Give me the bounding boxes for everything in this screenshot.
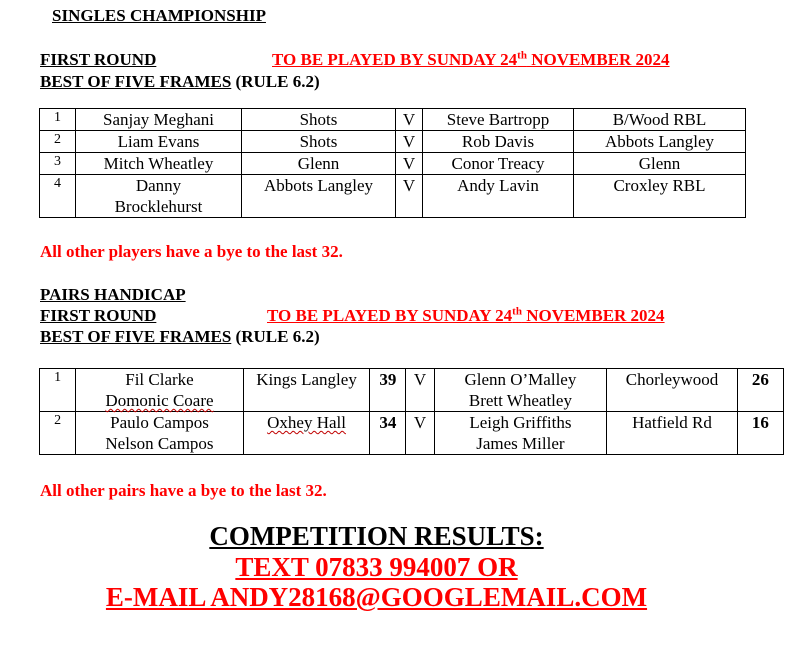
results-heading: COMPETITION RESULTS: (209, 521, 544, 551)
pairs-deadline (267, 306, 665, 326)
player-club: Glenn (242, 153, 396, 175)
pair-players-cell (76, 369, 244, 412)
pair-player-2: Nelson Campos (105, 434, 214, 453)
pairs-deadline-sup: th (512, 305, 522, 318)
opponent-handicap: 26 (737, 369, 783, 412)
opponent-player-1: Glenn O’Malley (464, 370, 577, 389)
versus-marker: V (396, 131, 423, 153)
row-number: 4 (40, 175, 76, 218)
opponent-name: Steve Bartropp (423, 109, 574, 131)
results-text-line: TEXT 07833 994007 OR (235, 552, 518, 582)
opponent-club: Abbots Langley (574, 131, 746, 153)
singles-deadline-before: TO BE PLAYED BY SUNDAY 24 (272, 50, 518, 69)
row-number: 1 (40, 109, 76, 131)
opponent-player-2: James Miller (476, 434, 565, 453)
versus-marker: V (396, 109, 423, 131)
pair-players-cell (76, 412, 244, 455)
pairs-format (40, 327, 320, 347)
singles-deadline-after: NOVEMBER 2024 (526, 50, 670, 69)
opponent-pair-cell (434, 412, 607, 455)
player-name: Liam Evans (76, 131, 242, 153)
versus-marker: V (406, 369, 434, 412)
row-number: 1 (40, 369, 76, 412)
pairs-table (39, 368, 784, 455)
opponent-player-1: Leigh Griffiths (469, 413, 572, 432)
player-name-cell (76, 175, 242, 218)
opponent-pair-cell (434, 369, 607, 412)
versus-marker: V (406, 412, 434, 455)
pair-player-1: Paulo Campos (110, 413, 209, 432)
row-number: 2 (40, 412, 76, 455)
pairs-deadline-after: NOVEMBER 2024 (521, 306, 665, 325)
singles-format (40, 72, 320, 92)
pairs-rule: (RULE 6.2) (231, 327, 320, 346)
opponent-club: Chorleywood (607, 369, 738, 412)
opponent-handicap: 16 (737, 412, 783, 455)
player-club: Shots (242, 131, 396, 153)
singles-deadline-sup: th (517, 49, 527, 62)
pair-player-1: Fil Clarke (125, 370, 194, 389)
singles-table (39, 108, 746, 218)
pair-club: Kings Langley (243, 369, 370, 412)
singles-rule: (RULE 6.2) (231, 72, 320, 91)
opponent-club: Glenn (574, 153, 746, 175)
table-row (40, 369, 784, 412)
singles-format-text: BEST OF FIVE FRAMES (40, 72, 232, 91)
pairs-deadline-before: TO BE PLAYED BY SUNDAY 24 (267, 306, 513, 325)
player-name: Mitch Wheatley (76, 153, 242, 175)
row-number: 3 (40, 153, 76, 175)
versus-marker: V (396, 153, 423, 175)
opponent-name: Andy Lavin (423, 175, 574, 218)
pair-player-2: Domonic Coare (105, 391, 214, 410)
pairs-note: All other pairs have a bye to the last 32. (40, 481, 327, 500)
singles-round: FIRST ROUND (40, 50, 157, 69)
pair-handicap: 39 (370, 369, 406, 412)
row-number: 2 (40, 131, 76, 153)
opponent-player-2: Brett Wheatley (468, 391, 572, 410)
singles-deadline (272, 50, 670, 70)
player-name-line2: Brocklehurst (114, 197, 203, 216)
table-row (40, 412, 784, 455)
table-row (40, 109, 746, 131)
pair-club: Oxhey Hall (267, 413, 346, 432)
singles-title: SINGLES CHAMPIONSHIP (52, 6, 266, 25)
table-row (40, 131, 746, 153)
player-name: Sanjay Meghani (76, 109, 242, 131)
pairs-round: FIRST ROUND (40, 306, 157, 325)
player-name: Danny (135, 176, 182, 195)
opponent-club: B/Wood RBL (574, 109, 746, 131)
singles-note: All other players have a bye to the last 32. (40, 242, 343, 261)
table-row (40, 153, 746, 175)
opponent-name: Rob Davis (423, 131, 574, 153)
opponent-club: Croxley RBL (574, 175, 746, 218)
pairs-title: PAIRS HANDICAP (40, 285, 186, 304)
opponent-club: Hatfield Rd (607, 412, 738, 455)
player-club: Abbots Langley (242, 175, 396, 218)
player-club: Shots (242, 109, 396, 131)
versus-marker: V (396, 175, 423, 218)
opponent-name: Conor Treacy (423, 153, 574, 175)
table-row (40, 175, 746, 218)
results-email-line[interactable]: E-MAIL ANDY28168@GOOGLEMAIL.COM (105, 582, 648, 612)
pair-club-cell (243, 412, 370, 455)
pair-handicap: 34 (370, 412, 406, 455)
pairs-format-text: BEST OF FIVE FRAMES (40, 327, 232, 346)
